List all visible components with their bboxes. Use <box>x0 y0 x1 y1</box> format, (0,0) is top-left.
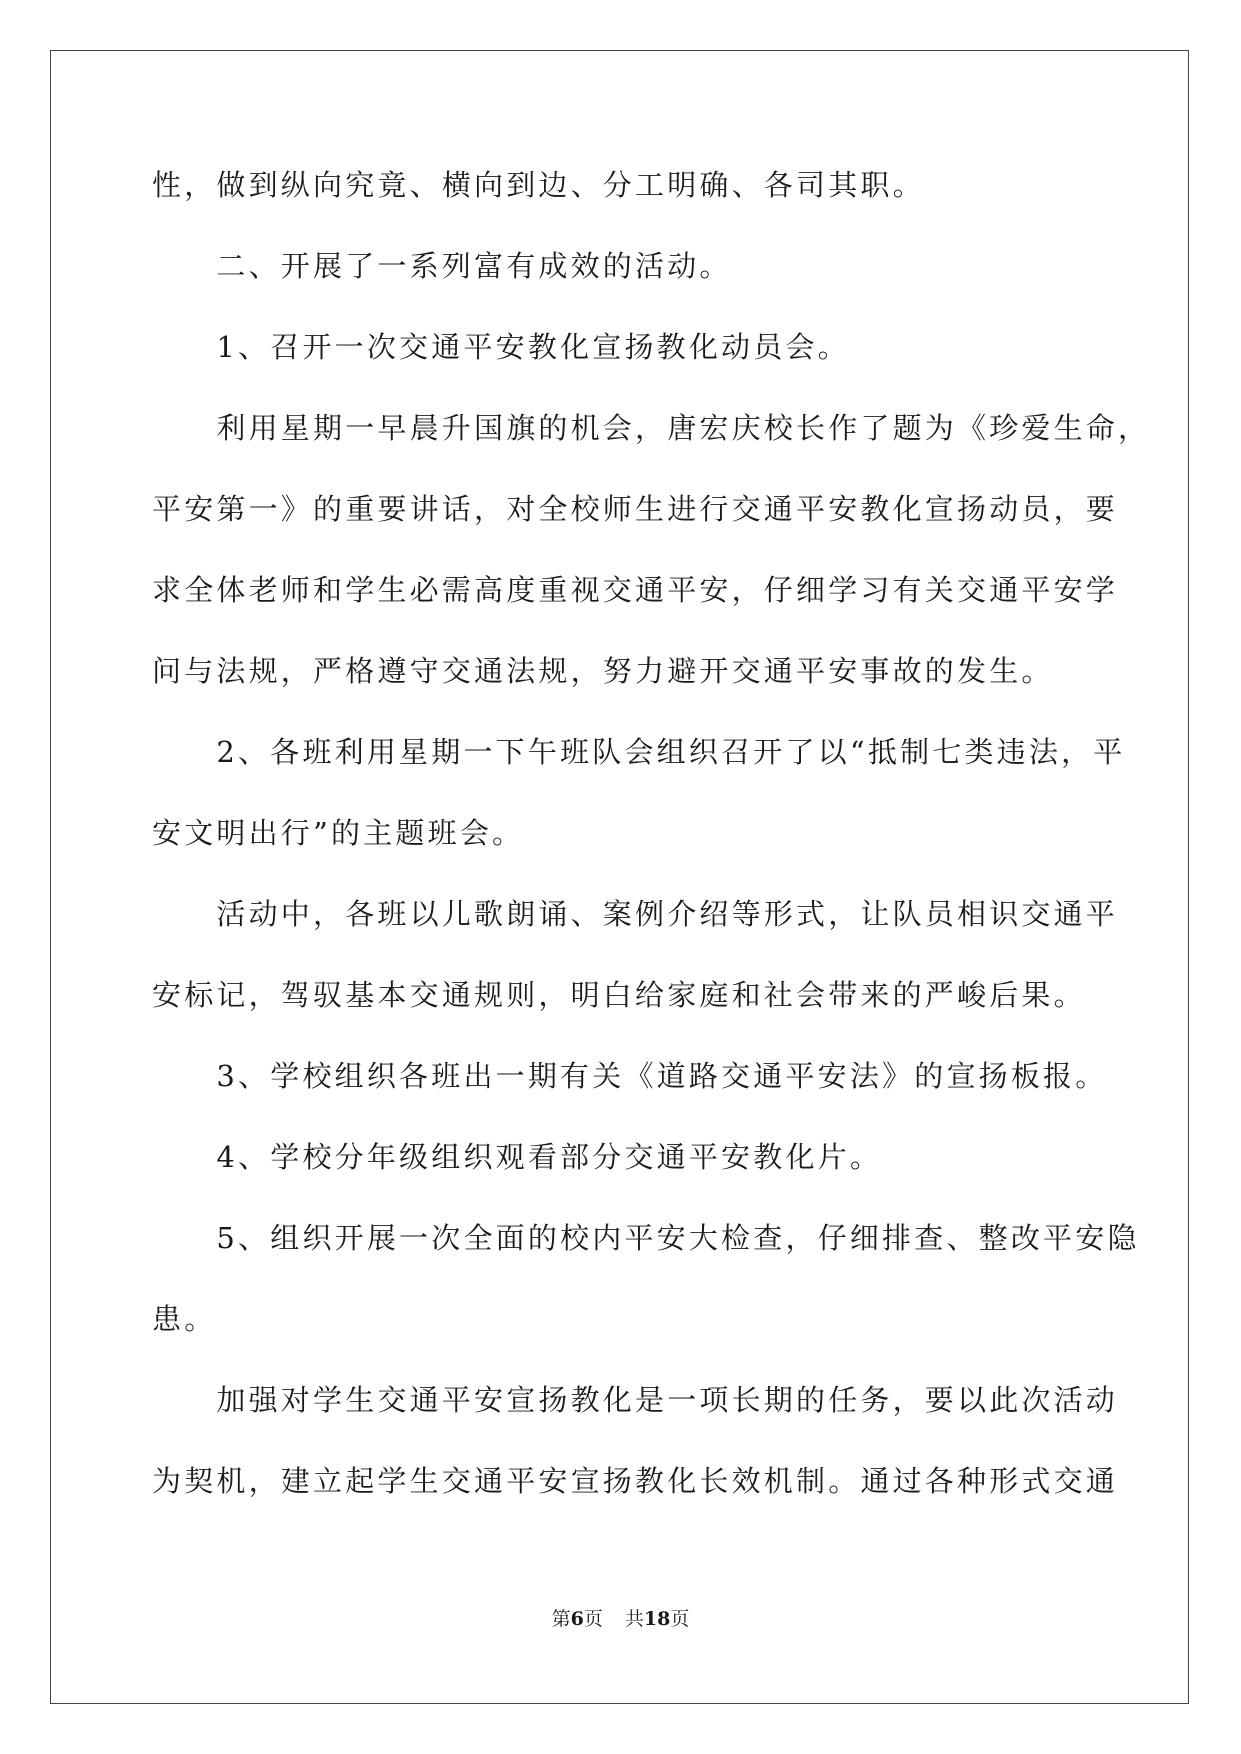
text-line: 加强对学生交通平安宣扬教化是一项长期的任务，要以此次活动 <box>152 1383 1119 1417</box>
text-line: 安标记，驾驭基本交通规则，明白给家庭和社会带来的严峻后果。 <box>152 978 1086 1012</box>
text-line: 为契机，建立起学生交通平安宣扬教化长效机制。通过各种形式交通 <box>152 1464 1119 1498</box>
text-line: 安文明出行”的主题班会。 <box>152 816 525 850</box>
text-line: 求全体老师和学生必需高度重视交通平安，仔细学习有关交通平安学 <box>152 573 1119 607</box>
footer-page-prefix: 第 <box>551 1608 571 1630</box>
document-body <box>152 145 1151 1522</box>
footer-total-pages: 18 <box>643 1608 671 1630</box>
text-line: 2、各班利用星期一下午班队会组织召开了以“抵制七类违法，平 <box>152 735 1126 769</box>
text-line: 3、学校组织各班出一期有关《道路交通平安法》的宣扬板报。 <box>152 1059 1108 1093</box>
page-footer <box>0 1604 1241 1631</box>
text-line: 5、组织开展一次全面的校内平安大检查，仔细排查、整改平安隐 <box>152 1221 1140 1255</box>
text-line: 平安第一》的重要讲话，对全校师生进行交通平安教化宣扬动员，要 <box>152 492 1119 526</box>
footer-page-suffix: 页 <box>583 1608 603 1630</box>
footer-total-prefix: 共 <box>624 1608 644 1630</box>
footer-page-number: 6 <box>570 1608 584 1630</box>
text-line: 利用星期一早晨升国旗的机会，唐宏庆校长作了题为《珍爱生命， <box>152 411 1151 445</box>
text-line: 活动中，各班以儿歌朗诵、案例介绍等形式，让队员相识交通平 <box>152 897 1119 931</box>
text-line: 二、开展了一系列富有成效的活动。 <box>152 249 732 283</box>
footer-total-suffix: 页 <box>670 1608 690 1630</box>
text-line: 患。 <box>152 1302 217 1336</box>
text-line: 1、召开一次交通平安教化宣扬教化动员会。 <box>152 330 850 364</box>
text-line: 性，做到纵向究竟、横向到边、分工明确、各司其职。 <box>152 168 925 202</box>
text-line: 4、学校分年级组织观看部分交通平安教化片。 <box>152 1140 883 1174</box>
text-line: 问与法规，严格遵守交通法规，努力避开交通平安事故的发生。 <box>152 654 1054 688</box>
